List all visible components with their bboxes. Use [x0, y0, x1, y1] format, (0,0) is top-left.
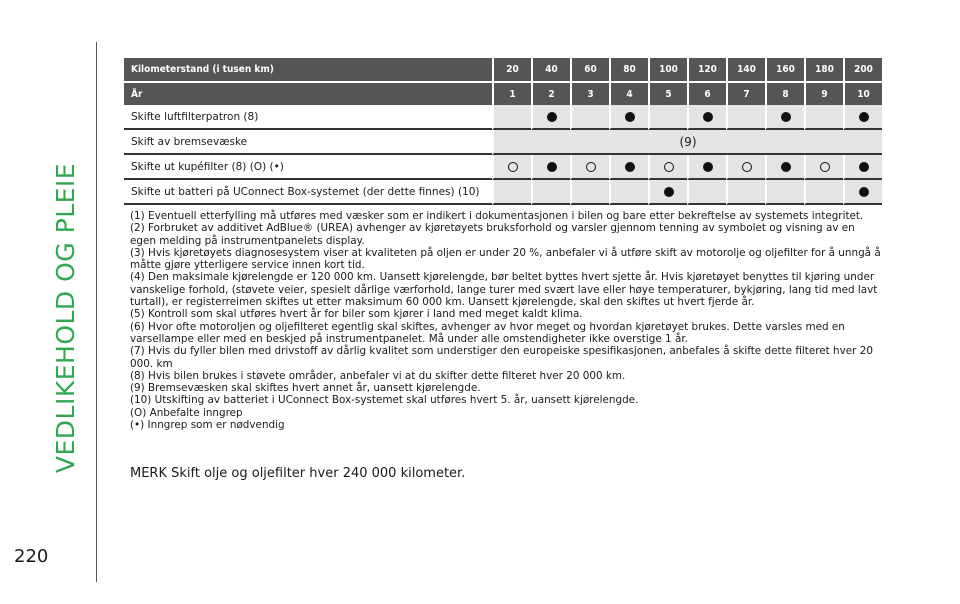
header-km-cell: 80	[609, 58, 648, 83]
required-dot-icon	[859, 187, 869, 197]
row-label: Skift av bremsevæske	[124, 130, 492, 155]
schedule-cell	[765, 155, 804, 180]
schedule-cell	[570, 105, 609, 130]
footnote: (4) Den maksimale kjørelengde er 120 000 km. Uansett kjørelengde, bør beltet byttes hvert sjette år. Hvis kjøretøyet benyttes til kjøring under vanskelige forhold, (støvete veier, spesielt dårlige værforhold, lange turer med svært lave eller høye temperaturer, bykjøring, lang tid med lavt turtall), er registerreimen skiftes ut etter maksimum 60 000 km. Uansett kjørelengde, skal den skiftes ut hvert fjerde år.	[130, 271, 878, 309]
schedule-cell	[492, 180, 531, 205]
header-year-cell: 6	[687, 83, 726, 105]
header-km-cell: 200	[843, 58, 882, 83]
footnote: (7) Hvis du fyller bilen med drivstoff av dårlig kvalitet som understiger den europeiske spesifikasjonen, anbefales å skifte dette filteret hver 20 000. km	[130, 345, 873, 370]
header-year-cell: 10	[843, 83, 882, 105]
footnote: (2) Forbruket av additivet AdBlue® (UREA) avhenger av kjøretøyets bruksforhold og varsler gjennom tenning av symbolet og visning av en egen melding på instrumentpanelets display.	[130, 222, 855, 247]
required-dot-icon	[703, 112, 713, 122]
schedule-cell	[531, 105, 570, 130]
header-year-cell: 8	[765, 83, 804, 105]
schedule-cell	[687, 105, 726, 130]
header-year-label: År	[124, 83, 492, 105]
header-km-cell: 140	[726, 58, 765, 83]
recommended-ring-icon	[664, 162, 674, 172]
header-year-cell: 4	[609, 83, 648, 105]
recommended-ring-icon	[508, 162, 518, 172]
table-row	[124, 155, 882, 180]
header-km-cell: 100	[648, 58, 687, 83]
table-row	[124, 180, 882, 205]
side-chapter-title: VEDLIKEHOLD OG PLEIE	[51, 162, 80, 474]
merk-note: MERK Skift olje og oljefilter hver 240 000 kilometer.	[130, 466, 466, 481]
footnote: (5) Kontroll som skal utføres hvert år for biler som kjører i land med meget kaldt klima.	[130, 308, 583, 321]
schedule-cell	[609, 105, 648, 130]
footnote: (3) Hvis kjøretøyets diagnosesystem viser at kvaliteten på oljen er under 20 %, anbefaler vi å utføre skift av motorolje og oljefilter for å unngå å måtte gjøre ytterligere service innen kort tid.	[130, 246, 881, 272]
header-year-cell: 9	[804, 83, 843, 105]
header-km-cell: 160	[765, 58, 804, 83]
side-divider	[96, 42, 97, 582]
schedule-cell	[843, 180, 882, 205]
required-dot-icon	[859, 112, 869, 122]
schedule-cell	[570, 155, 609, 180]
header-km-label: Kilometerstand (i tusen km)	[124, 58, 492, 83]
schedule-cell	[609, 155, 648, 180]
footnote: (1) Eventuell etterfylling må utføres med væsker som er indikert i dokumentasjonen i bilen og bare etter bekreftelse av systemets integritet.	[130, 210, 864, 222]
schedule-cell	[765, 105, 804, 130]
footnotes	[130, 210, 882, 431]
row-label: Skifte ut kupéfilter (8) (O) (•)	[124, 155, 492, 180]
table-row	[124, 130, 882, 155]
row-label: Skifte luftfilterpatron (8)	[124, 105, 492, 130]
schedule-cell	[804, 180, 843, 205]
required-dot-icon	[781, 112, 791, 122]
recommended-ring-icon	[586, 162, 596, 172]
required-dot-icon	[547, 112, 557, 122]
schedule-cell	[726, 155, 765, 180]
required-dot-icon	[859, 162, 869, 172]
schedule-cell	[648, 180, 687, 205]
schedule-cell	[726, 180, 765, 205]
header-km-cell: 60	[570, 58, 609, 83]
recommended-ring-icon	[742, 162, 752, 172]
schedule-cell	[687, 180, 726, 205]
required-dot-icon	[547, 162, 557, 172]
footnote: (8) Hvis bilen brukes i støvete områder, anbefaler vi at du skifter dette filteret hver 20 000 km.	[130, 369, 626, 382]
schedule-cell	[804, 105, 843, 130]
schedule-cell	[648, 155, 687, 180]
header-year-cell: 5	[648, 83, 687, 105]
schedule-cell	[570, 180, 609, 205]
header-row-km	[124, 58, 882, 83]
schedule-cell	[531, 155, 570, 180]
header-year-cell: 7	[726, 83, 765, 105]
schedule-cell	[531, 180, 570, 205]
footnote: (6) Hvor ofte motoroljen og oljefilteret egentlig skal skiftes, avhenger av hvor meget og hvordan kjøretøyet brukes. Dette varsles med en varsellampe eller med en beskjed på instrumentpanelet. Må under alle omstendigheter ikke overstige 1 år.	[130, 320, 845, 345]
span-cell: (9)	[492, 130, 882, 155]
schedule-cell	[687, 155, 726, 180]
header-km-cell: 20	[492, 58, 531, 83]
header-year-cell: 2	[531, 83, 570, 105]
schedule-cell	[843, 155, 882, 180]
header-year-cell: 3	[570, 83, 609, 105]
schedule-cell	[648, 105, 687, 130]
header-km-cell: 180	[804, 58, 843, 83]
schedule-cell	[804, 155, 843, 180]
schedule-cell	[492, 155, 531, 180]
schedule-cell	[765, 180, 804, 205]
header-year-cell: 1	[492, 83, 531, 105]
footnote: (10) Utskifting av batteriet i UConnect Box-systemet skal utføres hvert 5. år, uansett kjørelengde.	[130, 394, 639, 407]
header-km-cell: 40	[531, 58, 570, 83]
header-km-cell: 120	[687, 58, 726, 83]
recommended-ring-icon	[820, 162, 830, 172]
required-dot-icon	[781, 162, 791, 172]
page-number: 220	[14, 546, 49, 567]
header-row-year	[124, 83, 882, 105]
required-dot-icon	[703, 162, 713, 172]
row-label: Skifte ut batteri på UConnect Box-systemet (der dette finnes) (10)	[124, 180, 492, 205]
schedule-cell	[492, 105, 531, 130]
maintenance-table	[124, 58, 882, 205]
schedule-cell	[726, 105, 765, 130]
required-dot-icon	[664, 187, 674, 197]
footnote: (•) Inngrep som er nødvendig	[130, 419, 285, 432]
footnote: (O) Anbefalte inngrep	[130, 406, 243, 419]
required-dot-icon	[625, 162, 635, 172]
table-row	[124, 105, 882, 130]
schedule-cell	[843, 105, 882, 130]
required-dot-icon	[625, 112, 635, 122]
footnote: (9) Bremsevæsken skal skiftes hvert annet år, uansett kjørelengde.	[130, 382, 481, 395]
schedule-cell	[609, 180, 648, 205]
